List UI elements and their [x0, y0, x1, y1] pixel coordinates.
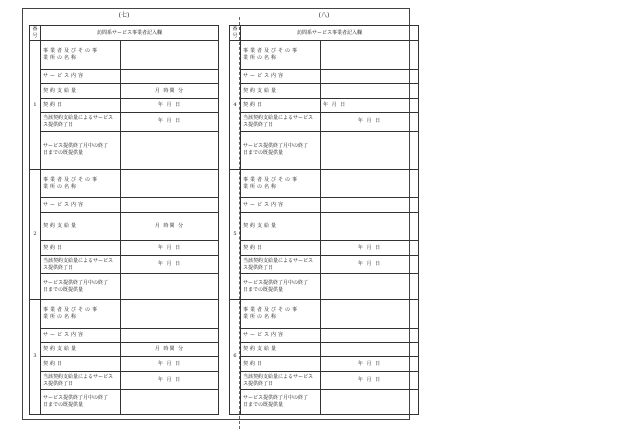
entry-row-provider: [30, 41, 219, 70]
amount-label: 契約支給量: [41, 212, 121, 241]
service-field[interactable]: [321, 328, 419, 342]
entry-row-remain: [30, 131, 219, 169]
date-field[interactable]: 年 月 日: [321, 241, 419, 255]
amount-field[interactable]: [321, 343, 419, 357]
service-field[interactable]: [121, 328, 219, 342]
entry-row-date: [230, 241, 419, 255]
provider-label: 事業者及びその事 業所の名称: [41, 41, 121, 70]
remain-field[interactable]: [121, 274, 219, 300]
entry-row-amount: [30, 212, 219, 241]
entry-row-amount: [30, 84, 219, 98]
number-header: 番号: [230, 26, 241, 41]
date-field[interactable]: 年 月 日: [121, 241, 219, 255]
form-sheet: [22, 8, 410, 420]
date-label: 契約日: [41, 98, 121, 112]
end-field[interactable]: 年 月 日: [321, 113, 419, 131]
provider-label: 事業者及びその事 業所の名称: [241, 169, 321, 198]
date-label: 契約日: [41, 357, 121, 371]
date-field[interactable]: 年 月 日: [321, 357, 419, 371]
entry-row-end: [30, 255, 219, 273]
entry-row-provider: [230, 299, 419, 328]
service-field[interactable]: [321, 198, 419, 212]
entry-row-amount: [230, 212, 419, 241]
entry-row-date: [30, 98, 219, 112]
remain-label: サービス提供終了月中の終了 日までの既提供量: [41, 274, 121, 300]
entry-row-service: [230, 328, 419, 342]
entry-table: [229, 25, 419, 415]
provider-label: 事業者及びその事 業所の名称: [241, 299, 321, 328]
end-label: 当該契約支給量によるサービス ス提供終了日: [41, 255, 121, 273]
entry-row-service: [230, 198, 419, 212]
entry-row-end: [230, 113, 419, 131]
entry-table: [29, 25, 219, 415]
service-label: サービス内容: [241, 328, 321, 342]
amount-label: 契約支給量: [241, 212, 321, 241]
entry-row-date: [230, 357, 419, 371]
service-label: サービス内容: [41, 328, 121, 342]
entry-row-amount: [230, 343, 419, 357]
entry-number: 1: [30, 41, 41, 169]
provider-label: 事業者及びその事 業所の名称: [41, 299, 121, 328]
service-field[interactable]: [321, 70, 419, 84]
entry-row-provider: [230, 169, 419, 198]
date-field[interactable]: 年 月 日: [321, 98, 419, 112]
entry-row-remain: [230, 131, 419, 169]
entry-number: 5: [230, 169, 241, 299]
end-label: 当該契約支給量によるサービス ス提供終了日: [241, 255, 321, 273]
provider-field[interactable]: [121, 41, 219, 70]
table-header: [30, 26, 219, 41]
end-field[interactable]: 年 月 日: [121, 113, 219, 131]
amount-label: 契約支給量: [41, 84, 121, 98]
service-label: サービス内容: [41, 70, 121, 84]
number-header: 番号: [30, 26, 41, 41]
amount-field[interactable]: [321, 84, 419, 98]
service-field[interactable]: [121, 198, 219, 212]
date-label: 契約日: [241, 241, 321, 255]
entry-row-end: [30, 371, 219, 389]
section-header: 訪問系サービス事業者記入欄: [241, 26, 419, 41]
entry-row-date: [30, 357, 219, 371]
service-label: サービス内容: [241, 70, 321, 84]
entry-row-remain: [230, 274, 419, 300]
end-field[interactable]: 年 月 日: [121, 371, 219, 389]
end-field[interactable]: 年 月 日: [121, 255, 219, 273]
entry-row-remain: [30, 274, 219, 300]
amount-label: 契約支給量: [241, 84, 321, 98]
end-label: 当該契約支給量によるサービス ス提供終了日: [241, 113, 321, 131]
entry-row-end: [230, 255, 419, 273]
left-half: [29, 12, 219, 417]
remain-field[interactable]: [321, 274, 419, 300]
right-half: [229, 12, 419, 417]
entry-number: 4: [230, 41, 241, 169]
remain-field[interactable]: [121, 390, 219, 415]
provider-field[interactable]: [321, 299, 419, 328]
provider-field[interactable]: [321, 41, 419, 70]
entry-row-end: [230, 371, 419, 389]
date-field[interactable]: 年 月 日: [121, 98, 219, 112]
end-field[interactable]: 年 月 日: [321, 371, 419, 389]
service-field[interactable]: [121, 70, 219, 84]
half-title: (七): [118, 12, 130, 19]
date-label: 契約日: [241, 357, 321, 371]
entry-number: 6: [230, 299, 241, 414]
amount-label: 契約支給量: [241, 343, 321, 357]
entry-row-provider: [30, 169, 219, 198]
entry-row-amount: [30, 343, 219, 357]
entry-row-date: [230, 98, 419, 112]
service-label: サービス内容: [241, 198, 321, 212]
remain-label: サービス提供終了月中の終了 日までの既提供量: [241, 131, 321, 169]
entry-row-date: [30, 241, 219, 255]
half-title: (八): [318, 12, 330, 19]
entry-row-service: [30, 328, 219, 342]
entry-row-remain: [30, 390, 219, 415]
end-label: 当該契約支給量によるサービス ス提供終了日: [41, 113, 121, 131]
entry-row-end: [30, 113, 219, 131]
table-header: [230, 26, 419, 41]
date-label: 契約日: [41, 241, 121, 255]
provider-label: 事業者及びその事 業所の名称: [41, 169, 121, 198]
end-label: 当該契約支給量によるサービス ス提供終了日: [41, 371, 121, 389]
amount-field[interactable]: 月 時間 分: [121, 84, 219, 98]
entry-row-provider: [230, 41, 419, 70]
entry-row-service: [30, 70, 219, 84]
section-header: 訪問系サービス事業者記入欄: [41, 26, 219, 41]
provider-field[interactable]: [121, 299, 219, 328]
entry-row-amount: [230, 84, 419, 98]
entry-number: 2: [30, 169, 41, 299]
date-field[interactable]: 年 月 日: [121, 357, 219, 371]
amount-label: 契約支給量: [41, 343, 121, 357]
amount-field[interactable]: 月 時間 分: [121, 343, 219, 357]
entry-row-service: [30, 198, 219, 212]
provider-field[interactable]: [121, 169, 219, 198]
end-field[interactable]: 年 月 日: [321, 255, 419, 273]
date-label: 契約日: [241, 98, 321, 112]
amount-field[interactable]: [321, 212, 419, 241]
remain-field[interactable]: [321, 390, 419, 415]
provider-field[interactable]: [321, 169, 419, 198]
remain-field[interactable]: [121, 131, 219, 169]
entry-row-service: [230, 70, 419, 84]
remain-label: サービス提供終了月中の終了 日までの既提供量: [41, 390, 121, 415]
remain-label: サービス提供終了月中の終了 日までの既提供量: [41, 131, 121, 169]
entry-row-provider: [30, 299, 219, 328]
amount-field[interactable]: 月 時間 分: [121, 212, 219, 241]
end-label: 当該契約支給量によるサービス ス提供終了日: [241, 371, 321, 389]
provider-label: 事業者及びその事 業所の名称: [241, 41, 321, 70]
service-label: サービス内容: [41, 198, 121, 212]
remain-label: サービス提供終了月中の終了 日までの既提供量: [241, 390, 321, 415]
remain-field[interactable]: [321, 131, 419, 169]
entry-row-remain: [230, 390, 419, 415]
remain-label: サービス提供終了月中の終了 日までの既提供量: [241, 274, 321, 300]
entry-number: 3: [30, 299, 41, 414]
